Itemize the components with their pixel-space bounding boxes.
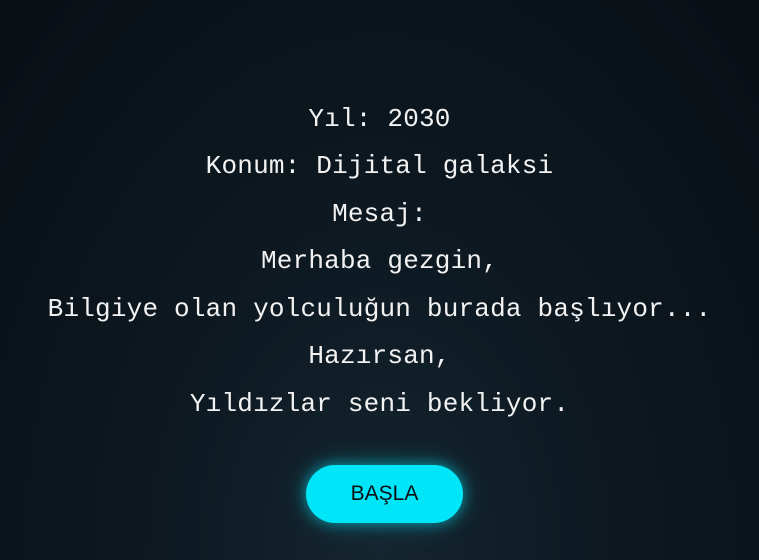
start-button[interactable]: BAŞLA [306,465,463,523]
message-label: Mesaj: [332,199,427,229]
location-line: Konum: Dijital galaksi [205,151,554,181]
stars-line: Yıldızlar seni bekliyor. [189,389,570,419]
year-line: Yıl: 2030 [308,104,451,134]
journey-line: Bilgiye olan yolculuğun burada başlıyor... [47,294,712,324]
ready-line: Hazırsan, [308,341,451,371]
greeting-line: Merhaba gezgin, [260,246,499,276]
